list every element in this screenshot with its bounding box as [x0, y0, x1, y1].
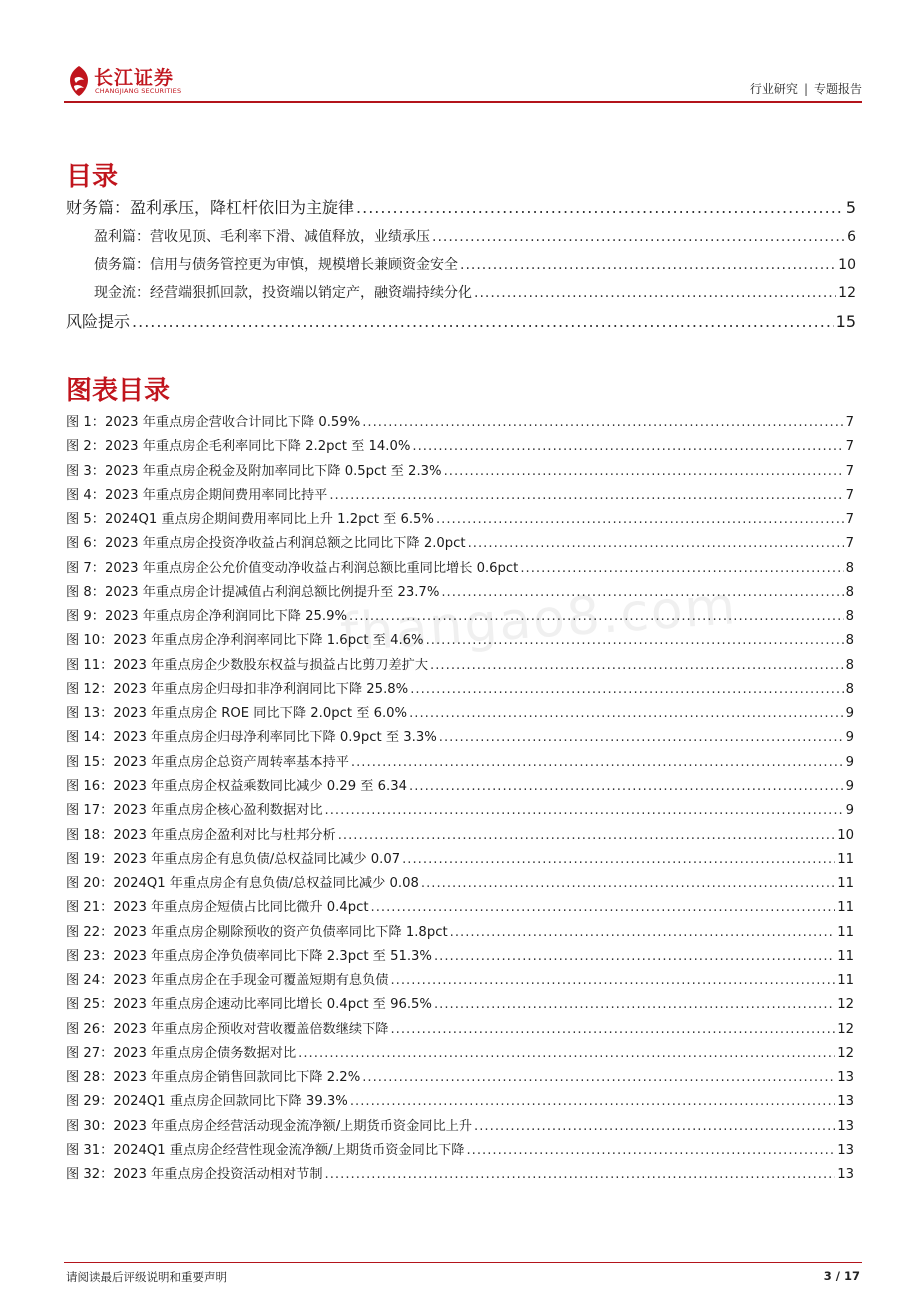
figure-entry-label: 图 10：2023 年重点房企净利润率同比下降 1.6pct 至 4.6% — [66, 633, 424, 649]
figure-leader — [421, 872, 835, 896]
figure-leader — [351, 751, 844, 775]
figure-leader — [409, 775, 844, 799]
figure-entry-label: 图 8：2023 年重点房企计提减值占利润总额比例提升至 23.7% — [66, 584, 440, 600]
figure-entry[interactable] — [66, 945, 854, 969]
toc-entry-text: 现金流：经营端狠抓回款，投资端以销定产，融资端持续分化 — [94, 285, 472, 301]
figure-entry-page: 8 — [845, 609, 854, 625]
figure-entry-page: 11 — [837, 851, 854, 867]
header-separator: | — [803, 82, 808, 96]
header-divider — [64, 101, 862, 103]
figure-entry-page: 9 — [845, 778, 854, 794]
figure-leader — [409, 702, 844, 726]
logo-english-name: CHANGJIANG SECURITIES — [95, 87, 182, 95]
figure-leader — [390, 969, 835, 993]
figure-entry[interactable] — [66, 1042, 854, 1066]
figure-entry-page: 9 — [845, 803, 854, 819]
figure-entry[interactable] — [66, 824, 854, 848]
figure-entry[interactable] — [66, 532, 854, 556]
figure-entry-label: 图 23：2023 年重点房企净负债率同比下降 2.3pct 至 51.3% — [66, 948, 432, 964]
figure-entry-page: 11 — [837, 924, 854, 940]
figure-entry-label: 图 17：2023 年重点房企核心盈利数据对比 — [66, 803, 323, 819]
toc-subentry[interactable] — [66, 279, 856, 307]
footer-divider — [64, 1262, 862, 1263]
figure-entry-page: 13 — [837, 1167, 854, 1183]
figure-entry[interactable] — [66, 993, 854, 1017]
figure-leader — [298, 1042, 835, 1066]
figure-leader — [325, 1163, 836, 1187]
toc-entry-page: 6 — [847, 229, 856, 245]
figure-entry-page: 11 — [837, 876, 854, 892]
figure-entry-page: 11 — [837, 948, 854, 964]
figure-entry[interactable] — [66, 1090, 854, 1114]
figure-leader — [444, 460, 844, 484]
figure-entry-label: 图 32：2023 年重点房企投资活动相对节制 — [66, 1167, 323, 1183]
figure-entry-label: 图 14：2023 年重点房企归母净利率同比下降 0.9pct 至 3.3% — [66, 730, 437, 746]
figure-entry[interactable] — [66, 872, 854, 896]
toc-entry-page: 12 — [838, 285, 856, 301]
figure-leader — [325, 799, 844, 823]
figure-entry-page: 10 — [837, 827, 854, 843]
figure-entry-label: 图 4：2023 年重点房企期间费用率同比持平 — [66, 487, 328, 503]
figure-entry[interactable] — [66, 435, 854, 459]
figure-entry-page: 12 — [837, 997, 854, 1013]
figure-entry-page: 9 — [845, 730, 854, 746]
toc-subentry[interactable] — [66, 251, 856, 279]
figure-entry[interactable] — [66, 896, 854, 920]
page-number: 3 / 17 — [823, 1269, 860, 1283]
figure-entry-page: 7 — [845, 536, 854, 552]
figure-entry-page: 8 — [845, 560, 854, 576]
figure-entry[interactable] — [66, 921, 854, 945]
toc-leader — [432, 223, 845, 251]
figure-entry-page: 8 — [845, 681, 854, 697]
figure-entry-page: 7 — [845, 512, 854, 528]
figure-entry[interactable] — [66, 411, 854, 435]
figure-entry-label: 图 15：2023 年重点房企总资产周转率基本持平 — [66, 754, 349, 770]
figure-list — [66, 411, 854, 1188]
figure-entry-label: 图 25：2023 年重点房企速动比率同比增长 0.4pct 至 96.5% — [66, 997, 432, 1013]
figure-entry-label: 图 20：2024Q1 年重点房企有息负债/总权益同比减少 0.08 — [66, 876, 419, 892]
figure-entry-label: 图 2：2023 年重点房企毛利率同比下降 2.2pct 至 14.0% — [66, 439, 411, 455]
figure-entry-page: 9 — [845, 706, 854, 722]
figure-entry-label: 图 5：2024Q1 重点房企期间费用率同比上升 1.2pct 至 6.5% — [66, 512, 434, 528]
figure-leader — [350, 1090, 835, 1114]
figure-entry-label: 图 26：2023 年重点房企预收对营收覆盖倍数继续下降 — [66, 1021, 389, 1037]
figure-entry[interactable] — [66, 1115, 854, 1139]
report-type-label: 专题报告 — [813, 82, 862, 96]
figure-entry-label: 图 13：2023 年重点房企 ROE 同比下降 2.0pct 至 6.0% — [66, 706, 408, 722]
figure-entry-page: 7 — [845, 439, 854, 455]
toc-leader — [474, 279, 836, 307]
toc-leader — [356, 193, 844, 223]
figure-entry-page: 13 — [837, 1118, 854, 1134]
figure-leader — [436, 508, 844, 532]
figure-entry-label: 图 19：2023 年重点房企有息负债/总权益同比减少 0.07 — [66, 851, 401, 867]
figure-entry[interactable] — [66, 702, 854, 726]
figure-entry-page: 9 — [845, 754, 854, 770]
toc-entry[interactable] — [66, 307, 856, 337]
figure-entry[interactable] — [66, 1018, 854, 1042]
figure-entry[interactable] — [66, 1139, 854, 1163]
toc-entry-text: 风险提示 — [66, 312, 131, 331]
figure-entry-page: 13 — [837, 1094, 854, 1110]
category-label: 行业研究 — [749, 82, 798, 96]
figure-entry-label: 图 9：2023 年重点房企净利润同比下降 25.9% — [66, 609, 348, 625]
footer-disclaimer: 请阅读最后评级说明和重要声明 — [66, 1270, 227, 1284]
figure-leader — [338, 824, 835, 848]
figure-entry-page: 7 — [845, 415, 854, 430]
figure-leader — [329, 484, 843, 508]
figure-entry[interactable] — [66, 1163, 854, 1187]
toc-entry-page: 10 — [838, 257, 856, 273]
figure-entry[interactable] — [66, 726, 854, 750]
figure-entry[interactable] — [66, 969, 854, 993]
figure-leader — [468, 532, 844, 556]
figure-leader — [412, 435, 843, 459]
figure-entry[interactable] — [66, 799, 854, 823]
figure-entry-label: 图 3：2023 年重点房企税金及附加率同比下降 0.5pct 至 2.3% — [66, 463, 442, 479]
figure-entry-label: 图 18：2023 年重点房企盈利对比与杜邦分析 — [66, 827, 336, 843]
figure-entry-label: 图 11：2023 年重点房企少数股东权益与损益占比剪刀差扩大 — [66, 657, 429, 673]
figure-entry-label: 图 7：2023 年重点房企公允价值变动净收益占利润总额比重同比增长 0.6pct — [66, 560, 519, 576]
figure-entry-label: 图 12：2023 年重点房企归母扣非净利润同比下降 25.8% — [66, 681, 409, 697]
figure-entry-label: 图 30：2023 年重点房企经营活动现金流净额/上期货币资金同比上升 — [66, 1118, 473, 1134]
figure-leader — [439, 726, 844, 750]
figure-leader — [362, 411, 843, 435]
figure-entry[interactable] — [66, 557, 854, 581]
figure-leader — [371, 896, 836, 920]
figure-leader — [434, 945, 835, 969]
report-category — [750, 80, 862, 97]
figure-entry-page: 7 — [845, 487, 854, 503]
figure-entry-page: 8 — [845, 633, 854, 649]
watermark: fhangao8.com — [338, 576, 740, 664]
figure-leader — [450, 921, 836, 945]
figure-entry[interactable] — [66, 678, 854, 702]
figure-entry-label: 图 28：2023 年重点房企销售回款同比下降 2.2% — [66, 1070, 361, 1086]
logo-chinese-name: 长江证券 — [94, 67, 175, 89]
figure-leader — [466, 1139, 835, 1163]
figure-entry-label: 图 24：2023 年重点房企在手现金可覆盖短期有息负债 — [66, 973, 389, 989]
figure-entry-label: 图 29：2024Q1 重点房企回款同比下降 39.3% — [66, 1094, 348, 1110]
figure-entry-page: 13 — [837, 1142, 854, 1158]
figure-entry[interactable] — [66, 654, 854, 678]
figure-leader — [390, 1018, 835, 1042]
figure-entry-page: 11 — [837, 973, 854, 989]
toc-leader — [460, 251, 836, 279]
figure-entry-label: 图 21：2023 年重点房企短债占比同比微升 0.4pct — [66, 900, 369, 916]
figure-entry-page: 11 — [837, 900, 854, 916]
figure-entry-label: 图 31：2024Q1 重点房企经营性现金流净额/上期货币资金同比下降 — [66, 1142, 465, 1158]
toc-entry-text: 债务篇：信用与债务管控更为审慎，规模增长兼顾资金安全 — [94, 257, 458, 273]
page-header — [64, 62, 862, 102]
figure-entry-page: 13 — [837, 1070, 854, 1086]
figure-entry-page: 7 — [845, 463, 854, 479]
figure-entry-label: 图 22：2023 年重点房企剔除预收的资产负债率同比下降 1.8pct — [66, 924, 448, 940]
figure-leader — [520, 557, 843, 581]
toc-title: 目录 — [66, 162, 119, 192]
figure-entry[interactable] — [66, 775, 854, 799]
toc-list — [66, 193, 856, 337]
figure-leader — [402, 848, 835, 872]
toc-leader — [132, 307, 834, 337]
figure-entry[interactable] — [66, 484, 854, 508]
figure-leader — [410, 678, 843, 702]
toc-entry-page: 5 — [845, 198, 856, 217]
figure-entry-label: 图 27：2023 年重点房企债务数据对比 — [66, 1045, 297, 1061]
toc-entry-text: 财务篇：盈利承压，降杠杆依旧为主旋律 — [66, 198, 355, 217]
figure-entry[interactable] — [66, 508, 854, 532]
toc-entry[interactable] — [66, 193, 856, 223]
figure-entry[interactable] — [66, 460, 854, 484]
company-logo — [64, 62, 234, 102]
figure-entry-page: 12 — [837, 1045, 854, 1061]
figure-entry[interactable] — [66, 1066, 854, 1090]
figure-leader — [430, 654, 844, 678]
figure-entry[interactable] — [66, 751, 854, 775]
figure-entry-page: 12 — [837, 1021, 854, 1037]
figure-entry-page: 8 — [845, 657, 854, 673]
figure-leader — [362, 1066, 835, 1090]
figure-list-title: 图表目录 — [66, 376, 171, 406]
figure-entry-label: 图 16：2023 年重点房企权益乘数同比减少 0.29 至 6.34 — [66, 778, 408, 794]
figure-entry-page: 8 — [845, 584, 854, 600]
figure-entry[interactable] — [66, 848, 854, 872]
logo-emblem-icon — [66, 64, 92, 98]
figure-entry-label: 图 1：2023 年重点房企营收合计同比下降 0.59% — [66, 415, 361, 430]
figure-leader — [434, 993, 835, 1017]
toc-entry-text: 盈利篇：营收见顶、毛利率下滑、减值释放，业绩承压 — [94, 229, 430, 245]
figure-entry-label: 图 6：2023 年重点房企投资净收益占利润总额之比同比下降 2.0pct — [66, 536, 466, 552]
toc-subentry[interactable] — [66, 223, 856, 251]
figure-leader — [474, 1115, 835, 1139]
toc-entry-page: 15 — [835, 312, 856, 331]
